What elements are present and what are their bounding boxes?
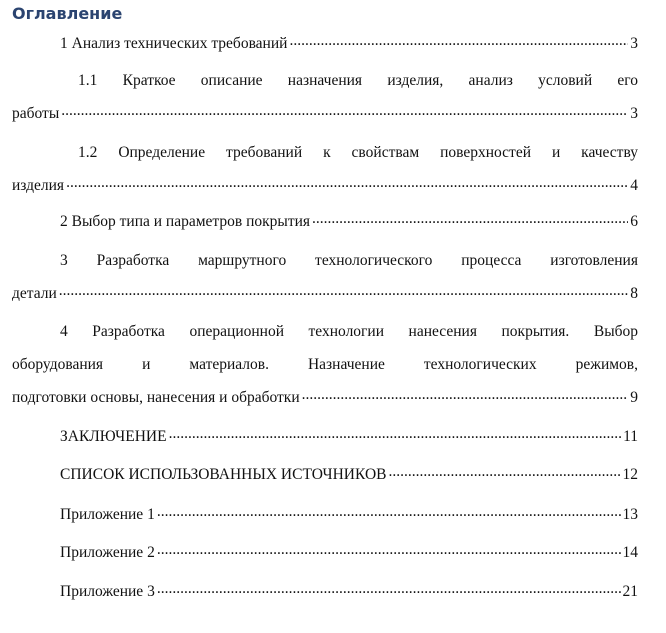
toc-entry-title: Приложение 3 — [60, 583, 155, 600]
toc-entry-title: 2 Выбор типа и параметров покрытия — [60, 213, 311, 230]
toc-entry[interactable] — [60, 543, 638, 563]
toc-entry-title: СПИСОК ИСПОЛЬЗОВАННЫХ ИСТОЧНИКОВ — [60, 466, 387, 483]
toc-leader-dots — [302, 388, 629, 402]
toc-entry-title-line1: 4 Разработка операционной технологии нанесения покрытия. Выбор — [60, 323, 638, 340]
toc-leader-dots — [157, 543, 621, 557]
toc-page-number: 11 — [623, 428, 638, 445]
toc-page-number: 9 — [630, 389, 638, 406]
toc-entry-title-cont: работы — [12, 105, 60, 122]
toc-leader-dots — [312, 212, 628, 226]
toc-entry[interactable] — [60, 465, 638, 485]
toc-page-number: 12 — [622, 466, 638, 483]
toc-page-number: 8 — [630, 285, 638, 302]
toc-leader-dots — [169, 427, 622, 441]
toc-entry-line — [60, 465, 638, 485]
toc-entry-line — [12, 104, 638, 124]
toc-entry-line — [60, 543, 638, 563]
toc-entry[interactable] — [12, 251, 638, 304]
toc-entry-title-line1: 3 Разработка маршрутного технологического процесса изготовления — [60, 252, 638, 269]
toc-entry-title-cont: детали — [12, 285, 57, 302]
toc-leader-dots — [59, 284, 628, 298]
toc-entry-line — [60, 582, 638, 602]
toc-leader-dots — [157, 582, 621, 596]
toc-page-number: 13 — [622, 506, 638, 523]
toc-page-number: 21 — [622, 583, 638, 600]
toc-leader-dots — [157, 505, 621, 519]
toc-entry[interactable] — [60, 212, 638, 232]
toc-entry-line — [12, 388, 638, 408]
toc-page-number: 3 — [630, 35, 638, 52]
toc-entry-title: Приложение 1 — [60, 506, 155, 523]
toc-entry[interactable] — [12, 143, 638, 196]
toc-entry-title-line2: оборудования и материалов. Назначение технологических режимов, — [12, 356, 638, 373]
toc-leader-dots — [289, 34, 628, 48]
toc-entry-title-cont: подготовки основы, нанесения и обработки — [12, 389, 300, 406]
toc-entry[interactable] — [12, 71, 638, 124]
toc-entry[interactable] — [60, 582, 638, 602]
toc-entry[interactable] — [12, 322, 638, 408]
toc-entry-line — [60, 427, 638, 447]
toc-page-number: 3 — [630, 105, 638, 122]
toc-entry-line — [12, 284, 638, 304]
toc-entry[interactable] — [60, 34, 638, 54]
toc-entry-line — [60, 212, 638, 232]
toc-entry[interactable] — [60, 505, 638, 525]
toc-leader-dots — [66, 176, 628, 190]
toc-page-number: 14 — [622, 544, 638, 561]
toc-entry-line — [12, 176, 638, 196]
toc-entry[interactable] — [60, 427, 638, 447]
toc-entry-title: 1 Анализ технических требований — [60, 35, 288, 52]
toc-entry-title-cont: изделия — [12, 177, 65, 194]
toc-entry-title: Приложение 2 — [60, 544, 155, 561]
toc-page-number: 4 — [630, 177, 638, 194]
toc-entry-line — [60, 505, 638, 525]
toc-entry-title-line1: 1.2 Определение требований к свойствам поверхностей и качеству — [78, 144, 638, 161]
toc-entry-title-line1: 1.1 Краткое описание назначения изделия, анализ условий его — [78, 72, 638, 89]
toc-leader-dots — [388, 465, 620, 479]
toc-leader-dots — [61, 104, 628, 118]
toc-heading: Оглавление — [12, 4, 123, 23]
toc-page-number: 6 — [630, 213, 638, 230]
toc-entry-line — [60, 34, 638, 54]
toc-entry-title: ЗАКЛЮЧЕНИЕ — [60, 428, 167, 445]
